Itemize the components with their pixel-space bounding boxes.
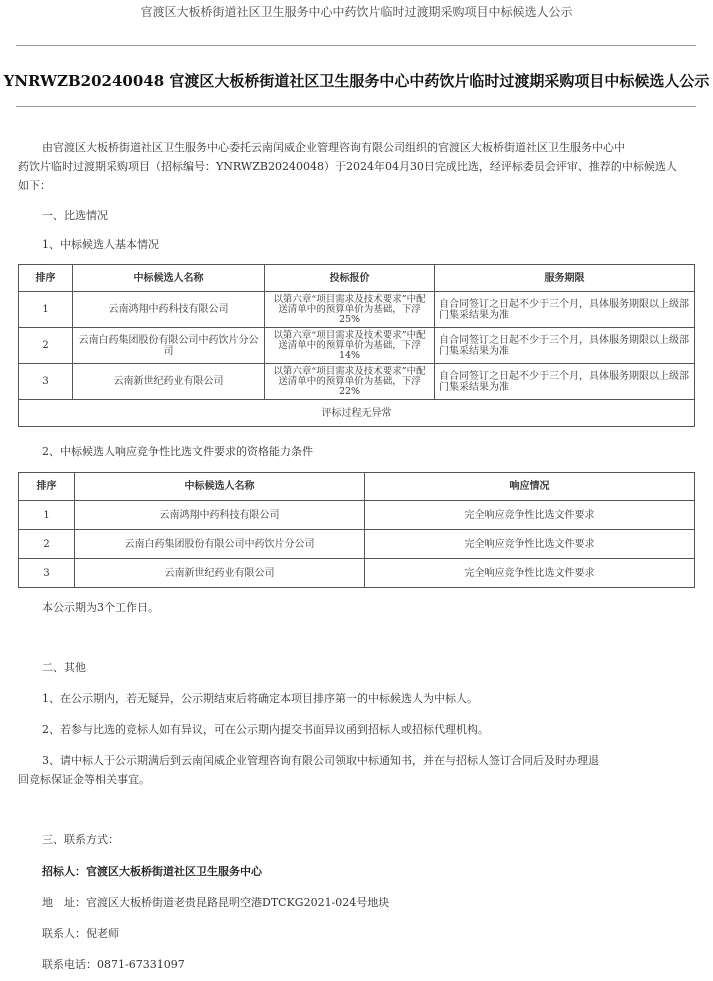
cell-name: 云南白药集团股份有限公司中药饮片分公司 [73, 328, 265, 364]
other-item-3-line-2: 回竞标保证金等相关事宜。 [18, 773, 150, 786]
section-heading-1: 一、比选情况 [42, 209, 108, 222]
cell-name: 云南鸿翔中药科技有限公司 [73, 292, 265, 328]
page-header-title: 官渡区大板桥街道社区卫生服务中心中药饮片临时过渡期采购项目中标候选人公示 [140, 5, 573, 19]
article-title: YNRWZB20240048 官渡区大板桥街道社区卫生服务中心中药饮片临时过渡期采购项目中标候选人公示 [3, 72, 710, 90]
other-item-3-line-1: 3、请中标人于公示期满后到云南闰威企业管理咨询有限公司领取中标通知书，并在与招标人签订合同后及时办理退 [42, 754, 599, 767]
tenderer-label: 招标人： [42, 865, 86, 878]
phone-label: 联系电话： [42, 958, 97, 971]
cell-name: 云南新世纪药业有限公司 [73, 364, 265, 400]
qualification-table [18, 472, 695, 588]
evaluation-note: 评标过程无异常 [19, 400, 695, 427]
col-header-name: 中标候选人名称 [73, 265, 265, 292]
cell-rank: 2 [19, 530, 75, 559]
contact-address [42, 894, 389, 910]
subheading-qualification: 2、中标候选人响应竞争性比选文件要求的资格能力条件 [42, 445, 313, 458]
table-row [19, 328, 695, 364]
cell-price: 以第六章“项目需求及技术要求”中配送清单中的预算单价为基础，下浮22% [265, 364, 435, 400]
cell-period: 自合同签订之日起不少于三个月，具体服务期限以上级部门集采结果为准 [435, 328, 695, 364]
cell-response: 完全响应竞争性比选文件要求 [365, 501, 695, 530]
col-header-period: 服务期限 [435, 265, 695, 292]
cell-name: 云南鸿翔中药科技有限公司 [75, 501, 365, 530]
cell-rank: 1 [19, 501, 75, 530]
intro-line-1: 由官渡区大板桥街道社区卫生服务中心委托云南闰威企业管理咨询有限公司组织的官渡区大板桥街道社区卫生服务中心中 [42, 141, 625, 154]
address-value: 官渡区大板桥街道老贵昆路昆明空港DTCKG2021-024号地块 [86, 896, 390, 909]
cell-name: 云南新世纪药业有限公司 [75, 559, 365, 588]
table-row [19, 292, 695, 328]
cell-price: 以第六章“项目需求及技术要求”中配送清单中的预算单价为基础，下浮25% [265, 292, 435, 328]
other-item-2: 2、若参与比选的竞标人如有异议，可在公示期内提交书面异议函到招标人或招标代理机构。 [42, 723, 489, 736]
header-divider [16, 45, 696, 46]
table-header-row [19, 265, 695, 292]
cell-price: 以第六章“项目需求及技术要求”中配送清单中的预算单价为基础，下浮14% [265, 328, 435, 364]
title-divider [16, 106, 696, 107]
person-value: 倪老师 [86, 927, 119, 940]
notice-period: 本公示期为3个工作日。 [42, 601, 159, 614]
intro-line-2: 药饮片临时过渡期采购项目（招标编号：YNRWZB20240048）于2024年04月30日完成比选，经评标委员会评审、推荐的中标候选人 [18, 160, 677, 173]
cell-rank: 3 [19, 364, 73, 400]
contact-person [42, 925, 119, 941]
table-row [19, 364, 695, 400]
cell-period: 自合同签订之日起不少于三个月，具体服务期限以上级部门集采结果为准 [435, 292, 695, 328]
table-row [19, 501, 695, 530]
table-row [19, 559, 695, 588]
tenderer-value: 官渡区大板桥街道社区卫生服务中心 [86, 865, 262, 878]
subheading-candidates: 1、中标候选人基本情况 [42, 238, 159, 251]
phone-value: 0871-67331097 [97, 958, 185, 971]
col-header-price: 投标报价 [265, 265, 435, 292]
table-header-row [19, 473, 695, 501]
table-row [19, 530, 695, 559]
contact-phone [42, 956, 185, 972]
cell-rank: 1 [19, 292, 73, 328]
candidates-table [18, 264, 695, 427]
cell-rank: 3 [19, 559, 75, 588]
col-header-name: 中标候选人名称 [75, 473, 365, 501]
cell-response: 完全响应竞争性比选文件要求 [365, 559, 695, 588]
section-heading-3: 三、联系方式： [42, 833, 119, 846]
cell-rank: 2 [19, 328, 73, 364]
table-footer-row [19, 400, 695, 427]
address-label: 地 址： [42, 896, 86, 909]
col-header-response: 响应情况 [365, 473, 695, 501]
intro-line-3: 如下： [18, 179, 51, 192]
other-item-1: 1、在公示期内，若无疑异，公示期结束后将确定本项目排序第一的中标候选人为中标人。 [42, 692, 478, 705]
col-header-rank: 排序 [19, 265, 73, 292]
cell-name: 云南白药集团股份有限公司中药饮片分公司 [75, 530, 365, 559]
cell-period: 自合同签订之日起不少于三个月，具体服务期限以上级部门集采结果为准 [435, 364, 695, 400]
cell-response: 完全响应竞争性比选文件要求 [365, 530, 695, 559]
contact-tenderer [42, 863, 262, 879]
section-heading-2: 二、其他 [42, 661, 86, 674]
person-label: 联系人： [42, 927, 86, 940]
col-header-rank: 排序 [19, 473, 75, 501]
